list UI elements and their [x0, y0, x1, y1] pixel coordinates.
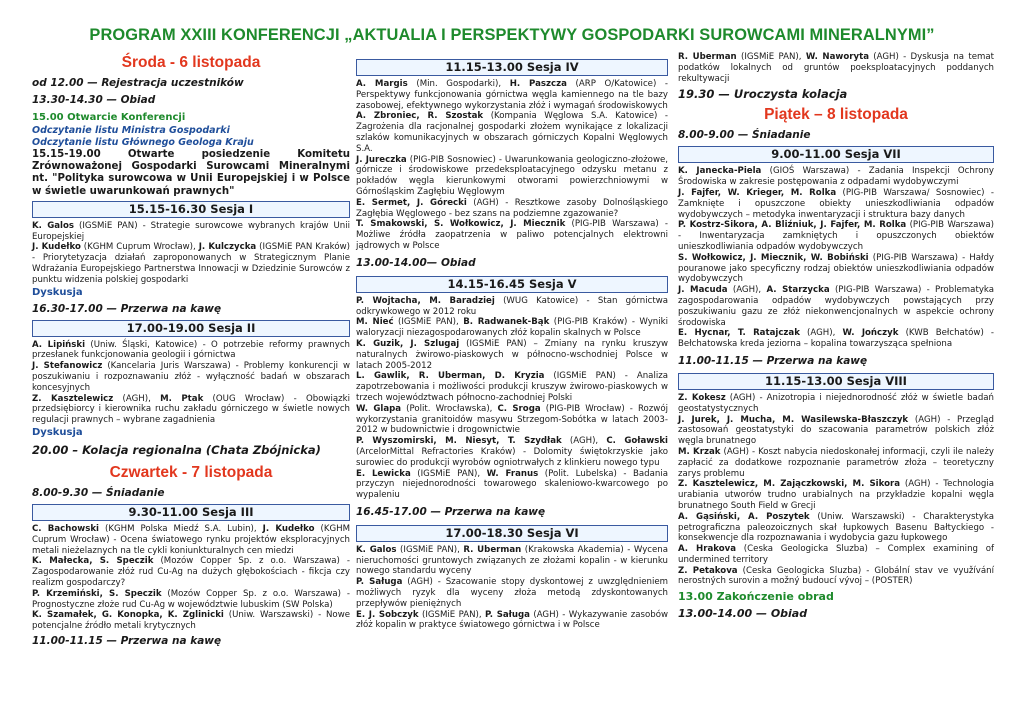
talk-authors: K. Szamałek, G. Konopka, K. Zglinicki	[32, 610, 224, 621]
session-6-talks	[356, 545, 668, 631]
session-3-talks	[32, 524, 350, 632]
schedule-opening: 15.00 Otwarcie Konferencji	[32, 112, 186, 123]
talk-title: (Polit. Wrocławska),	[401, 403, 498, 414]
talk-authors: J. Kulczycka	[198, 242, 257, 253]
talk-item	[356, 339, 668, 371]
talk-item	[32, 361, 350, 393]
day-heading-wednesday: Środa - 6 listopada	[121, 54, 261, 71]
column-thursday-sessions	[356, 56, 668, 631]
talk-authors: J. Jureczka	[356, 154, 407, 165]
session-heading-6: 17.00-18.30 Sesja VI	[356, 525, 668, 542]
talk-authors: R. Uberman	[463, 544, 522, 555]
talk-authors: E. J. Sobczyk	[356, 609, 419, 620]
day-heading-friday: Piątek – 8 listopada	[764, 106, 908, 124]
talk-authors: A. Gąsiński, A. Poszytek	[678, 511, 810, 522]
talk-item	[678, 447, 994, 479]
day-heading-thursday: Czwartek - 7 listopada	[109, 463, 273, 481]
talk-authors: M. Krzak	[678, 446, 721, 457]
talk-authors: J. Jurek, J. Mucha, M. Wasilewska-Błaszczyk	[678, 414, 909, 425]
session-5-talks	[356, 296, 668, 501]
talk-item	[678, 415, 994, 447]
committee-meeting: 15.15-19.00 Otwarte posiedzenie Komitetu Zrównoważonej Gospodarki Surowcami Mineralnymi nt. "Polityka surowcowa w Unii Europejskiej i w Polsce w świetle uwarunkowań prawnych"	[32, 149, 350, 197]
talk-authors: P. Wyszomirski, M. Niesyt, T. Szydłak	[356, 436, 562, 447]
talk-item	[678, 285, 994, 328]
talk-authors: A. Lipiński	[32, 339, 86, 350]
talk-title: (IGSMiE PAN),	[393, 317, 464, 328]
talk-item	[32, 242, 350, 285]
talk-title: (Uniw. Śląski, Katowice) - O potrzebie reformy prawnych przesłanek funkcjonowania geologii i górnictwa	[32, 339, 350, 361]
talk-authors: A. Starzycka	[766, 285, 830, 296]
talk-item	[356, 610, 668, 632]
talk-title: (AGH),	[727, 285, 767, 296]
talk-title: (AGH) - Resztkowe zasoby Dolnośląskiego Zagłębia Węglowego - bez szans na podziemne zgazowanie?	[356, 197, 669, 219]
talk-authors: P. Kostrz-Sikora, A. Bliźniuk, J. Fajfer, M. Rolka	[678, 220, 907, 231]
talk-title: (AGH) - Przegląd zastosowań geostatystyki do szacowania parametrów polskich złóż węgla brunatnego	[678, 414, 994, 447]
talk-authors: Z. Kasztelewicz, M. Zajączkowski, M. Sikora	[678, 479, 901, 490]
talk-title: (PIG-PIB Sosnowiec) - Uwarunkowania geologiczno-złożowe, górnicze i środowiskowe przedeksploatacyjnego odzysku metanu z pokładów węgla kierunkowymi otworami powierzchniowymi w Górnośląskim Zagłębiu Węglowym	[356, 154, 668, 197]
talk-authors: J. Fajfer, W. Krieger, M. Rolka	[678, 187, 837, 198]
talk-authors: P. Saługa	[485, 609, 530, 620]
discussion-2: Dyskusja	[32, 426, 83, 438]
session-heading-1: 15.15-16.30 Sesja I	[32, 201, 350, 218]
session-7-talks	[678, 166, 994, 350]
talk-item	[356, 577, 668, 609]
talk-item	[356, 219, 668, 251]
talk-item	[678, 52, 994, 84]
talk-authors: E. Hycnar, T. Ratajczak	[678, 328, 800, 339]
letter-geologist: Odczytanie listu Głównego Geologa Kraju	[32, 137, 254, 148]
column-wednesday-thursday	[32, 52, 350, 651]
talk-authors: J. Macuda	[678, 285, 728, 296]
discussion-1: Dyskusja	[32, 286, 83, 298]
talk-title: (OUG Wrocław) - Obowiązki przedsiębiorcy i kierownika ruchu zakładu górniczego w świetle nowych regulacji prawnych – wybrane zagadnienia	[32, 393, 351, 426]
talk-authors: P. Saługa	[356, 577, 403, 588]
talk-authors: W. Franus	[486, 468, 539, 479]
talk-authors: A. Margis	[356, 79, 408, 89]
talk-title: (Uniw. Warszawski) - Nowe potencjalne źródło metali krytycznych	[32, 610, 351, 632]
talk-title: (PIG-PIB Warszawa) - Hałdy pouranowe jako specyficzny rodzaj obiektów unieszkodliwiania odpadów wydobywczych	[678, 252, 994, 285]
talk-title: (PIG-PIB Warszawa) - Problematyka zagospodarowania odpadów wydobywczych powstających przy poszukiwaniu gazu ze złóż niekonwencjonalnych w aspekcie ochrony środowiska	[678, 285, 994, 328]
talk-authors: J. Stefanowicz	[32, 361, 103, 372]
talk-title: (IGSMiE PAN) – Zmiany na rynku kruszyw naturalnych żwirowo-piaskowych w północno-wschodniej Polsce w latach 2005-2012	[356, 338, 668, 371]
schedule-lunch: 13.30-14.30 — Obiad	[32, 94, 156, 106]
session-heading-2: 17.00-19.00 Sesja II	[32, 320, 350, 337]
session-heading-4: 11.15-13.00 Sesja IV	[356, 59, 668, 76]
talk-item	[678, 479, 994, 511]
talk-authors: K. Janecka-Piela	[678, 166, 762, 177]
talk-authors: E. Sermet, J. Górecki	[356, 197, 467, 208]
column-friday	[678, 52, 994, 623]
talk-item	[678, 393, 994, 415]
talk-authors: W. Naworyta	[805, 52, 870, 62]
session-4-talks	[356, 79, 668, 252]
schedule-coffee-break-1: 16.30-17.00 — Przerwa na kawę	[32, 302, 222, 315]
talk-item	[32, 610, 350, 632]
talk-authors: P. Krzemiński, S. Speczik	[32, 588, 162, 599]
talk-authors: J. Kudełko	[262, 523, 315, 534]
talk-title: (AGH) - Anizotropia i niejednorodność złóż w świetle badań geostatystycznych	[678, 392, 994, 414]
talk-authors: K. Galos	[32, 220, 75, 231]
session-heading-7: 9.00-11.00 Sesja VII	[678, 146, 994, 163]
schedule-coffee-break-2: 11.00-11.15 — Przerwa na kawę	[32, 634, 222, 647]
talk-item	[678, 566, 994, 588]
session-1-talks	[32, 221, 350, 286]
talk-title: (GIOŚ Warszawa) - Zadania Inspekcji Ochrony Środowiska w zakresie postępowania z odpadami wydobywczymi	[678, 166, 994, 188]
talk-authors: L. Gawlik, R. Uberman, D. Kryzia	[356, 371, 545, 382]
talk-authors: C. Sroga	[497, 403, 541, 414]
talk-authors: A. Hrakova	[678, 544, 737, 555]
talk-item	[32, 340, 350, 362]
schedule-coffee-break-4: 11.00-11.15 — Przerwa na kawę	[678, 354, 868, 367]
talk-authors: S. Wołkowicz, J. Miecznik, W. Bobiński	[678, 252, 869, 263]
page-title: PROGRAM XXIII KONFERENCJI „AKTUALIA I PERSPEKTYWY GOSPODARKI SUROWCAMI MINERALNYMI”	[89, 26, 935, 44]
talk-authors: P. Wojtacha, M. Baradziej	[356, 295, 495, 306]
talk-authors: E. Lewicka	[356, 468, 411, 479]
talk-title: (Kancelaria Juris Warszawa) - Problemy konkurencji w poszukiwaniu i rozpoznawaniu złóż - wyłączność badań w obszarach koncesyjnych	[32, 361, 350, 393]
talk-title: (AGH) - Technologia urabiania utworów trudno urabialnych na przykładzie kopalni węgla brunatnego South Field w Grecji	[678, 479, 994, 511]
talk-item	[356, 317, 668, 339]
talk-title: (Krakowska Akademia) - Wycena nieruchomości gruntowych związanych ze złożami kopalin - w kierunku nowego standardu wyceny	[356, 544, 669, 577]
talk-title: (AGH),	[113, 393, 161, 404]
talk-title: (PIG-PIB Warszawa/ Sosnowiec) - Zamknięte i opuszczone obiekty unieszkodliwiania odpadów wydobywczych – metodyka inwentaryzacji i struktura bazy danych	[678, 187, 994, 220]
talk-item	[678, 253, 994, 285]
talk-title: (PIG-PIB Wrocław) - Rozwój wykorzystania granitoidów masywu Strzegom-Sobótka w latach 2003-2012 w budownictwie i drogownictwie	[356, 403, 668, 436]
talk-title: (IGSMiE PAN) - Analiza zapotrzebowania i możliwości produkcji kruszyw żwirowo-piaskowych w trzech województwach północno-zachodniej Polski	[356, 371, 668, 403]
talk-item	[356, 111, 668, 154]
talk-authors: K. Galos	[356, 544, 397, 555]
session-heading-5: 14.15-16.45 Sesja V	[356, 276, 668, 293]
talk-item	[678, 188, 994, 220]
schedule-coffee-break-3: 16.45-17.00 — Przerwa na kawę	[356, 505, 546, 518]
talk-title: (IGSMiE PAN),	[410, 468, 487, 479]
talk-title: (PIG-PIB Kraków) - Wyniki waloryzacji niezagospodarowanych złóż kopalin skalnych w Polsce	[356, 317, 669, 339]
talk-title: (AGH) - Szacowanie stopy dyskontowej z uwzględnieniem możliwych ryzyk dla wyceny złoża metodą zdyskontowanych przepływów pieniężnych	[356, 577, 668, 609]
talk-authors: C. Bachowski	[32, 523, 99, 534]
schedule-lunch-friday: 13.00-14.00 — Obiad	[678, 607, 808, 621]
talk-title: (WUG Katowice) - Stan górnictwa odkrywkowego w 2012 roku	[356, 295, 668, 317]
schedule-closing: 13.00 Zakończenie obrad	[678, 590, 834, 604]
talk-item	[32, 524, 350, 556]
talk-authors: H. Paszcza	[509, 79, 567, 89]
talk-item	[356, 436, 668, 468]
session-heading-8: 11.15-13.00 Sesja VIII	[678, 373, 994, 390]
talk-title: (KWB Bełchatów) - Bełchatowska kreda jeziorna – kopalina towarzysząca spełniona	[678, 328, 994, 350]
talk-title: (Uniw. Warszawski) - Charakterystyka petrograficzna paleozoicznych skał łupkowych Basenu Bałtyckiego - konsekwencje dla rozpoznawania i wydobycia gazu łupkowego	[678, 511, 994, 544]
talk-title: (Kompania Węglowa S.A. Katowice) - Zagrożenia dla racjonalnej gospodarki złożem wynikające z lokalizacji szlaków komunikacyjnych w obszarach górniczych Kopalni Węglowych S.A.	[356, 111, 668, 154]
talk-title: (KGHM Polska Miedź S.A. Lubin),	[99, 523, 263, 534]
talk-title: (IGSMiE PAN) - Strategie surowcowe wybranych krajów Unii Europejskiej	[32, 220, 351, 242]
talk-title: (Polit. Lubelska) - Badania przyczyn niejednorodności towarowego skaleniowo-kwarcowego po wypaleniu	[356, 468, 668, 501]
talk-item	[32, 221, 350, 243]
talk-authors: T. Smakowski, S. Wołkowicz, J. Miecznik	[356, 219, 566, 230]
session-6-continued	[678, 52, 994, 84]
talk-title: (Mozów Copper Sp. z o.o. Warszawa) - Zagospodarowanie złóż rud Cu-Ag na dużych głębokościach - fikcja czy realizm gospodarczy?	[32, 556, 351, 588]
talk-title: (AGH) - Koszt nabycia niedoskonałej informacji, czyli ile należy zapłacić za dodatkowe rozpoznanie parametrów złoża – teoretyczny zarys problemu	[678, 446, 994, 479]
talk-title: (AGH),	[561, 436, 607, 447]
session-8-talks	[678, 393, 994, 587]
schedule-lunch-thursday: 13.00-14.00— Obiad	[356, 256, 476, 269]
schedule-regional-supper: 20.00 – Kolacja regionalna (Chata Zbójnicka)	[32, 442, 321, 457]
talk-title: (Min. Gospodarki),	[407, 79, 510, 89]
talk-title: (PIG-PIB Warszawa) - Inwentaryzacja zamkniętych i opuszczonych obiektów unieszkodliwiania odpadów wydobywczych	[678, 220, 994, 252]
talk-item	[32, 556, 350, 588]
talk-item	[356, 79, 668, 111]
talk-title: (IGSMiE PAN),	[736, 52, 806, 62]
talk-item	[32, 589, 350, 611]
talk-title: (ArcelorMittal Refractories Kraków) - Dolomity świętokrzyskie jako surowiec do produkcji wyrobów ogniotrwałych z klinkieru nowego typu	[356, 446, 668, 468]
talk-authors: Z. Kokesz	[678, 392, 726, 403]
talk-item	[678, 220, 994, 252]
talk-authors: W. Glapa	[356, 403, 402, 414]
talk-authors: K. Małecka, S. Speczik	[32, 556, 154, 567]
talk-authors: J. Kudełko	[32, 242, 81, 253]
talk-item	[356, 404, 668, 436]
talk-item	[678, 544, 994, 566]
talk-title: (AGH) - Dyskusja na temat podatków lokalnych od gruntów poeksploatacyjnych poddanych rekultywacji	[678, 52, 994, 84]
talk-item	[678, 166, 994, 188]
talk-title: (KGHM Cuprum Wrocław) - Ocena światowego rynku projektów eksploracyjnych metali nieżelaznych na tle cykli koniunkturalnych cen miedzi	[32, 523, 351, 556]
session-heading-3: 9.30-11.00 Sesja III	[32, 504, 350, 521]
talk-item	[678, 328, 994, 350]
letter-minister: Odczytanie listu Ministra Gospodarki	[32, 125, 230, 136]
talk-title: (Mozów Copper Sp. z o.o. Warszawa) - Prognostyczne złoże rud Cu-Ag w województwie lubuskim (SW Polska)	[32, 588, 350, 610]
schedule-registration: od 12.00 — Rejestracja uczestników	[32, 77, 244, 89]
talk-authors: C. Goławski	[606, 436, 668, 447]
talk-authors: A. Zbroniec, R. Szostak	[356, 111, 484, 122]
talk-item	[32, 394, 350, 426]
schedule-gala-dinner: 19.30 — Uroczysta kolacja	[678, 87, 848, 102]
talk-item	[356, 198, 668, 220]
talk-authors: M. Nieć	[356, 317, 394, 328]
talk-title: (AGH),	[799, 328, 843, 339]
schedule-breakfast-friday: 8.00-9.00 — Śniadanie	[678, 129, 811, 142]
talk-title: (IGSMiE PAN),	[396, 544, 464, 555]
talk-title: (KGHM Cuprum Wrocław),	[80, 242, 199, 253]
talk-item	[356, 155, 668, 198]
talk-item	[356, 469, 668, 501]
talk-authors: Z. Petakova	[678, 565, 738, 576]
talk-title: (PIG-PIB Warszawa) - Możliwe źródła zaopatrzenia w paliwo potencjalnych elektrowni jądrowych w Polsce	[356, 219, 668, 251]
talk-authors: K. Guzik, J. Szlugaj	[356, 338, 460, 349]
talk-title: (Ceska Geologicka Sluzba) - Globální stav ve využívání nerostných surovin a možný budoucí vývoj – (POSTER)	[678, 565, 994, 587]
talk-title: (Ceska Geologicka Sluzba) – Complex examining of undermined territory	[678, 544, 994, 565]
talk-item	[356, 371, 668, 403]
talk-title: (IGSMiE PAN Kraków) - Priorytetyzacja działań zaproponowanych w Strategicznym Planie Wdrażania Europejskiego Partnerstwa Innowacji w Dziedzinie Surowców z punktu widzenia polskiej gospodarki	[32, 242, 350, 285]
schedule-breakfast-thursday: 8.00-9.30 — Śniadanie	[32, 486, 165, 499]
talk-authors: W. Jończyk	[842, 328, 899, 339]
talk-title: (IGSMiE PAN),	[418, 609, 486, 620]
talk-title: (AGH) - Wykazywanie zasobów złóż kopalin w praktyce światowego górnictwa i w Polsce	[356, 609, 669, 631]
talk-item	[356, 545, 668, 577]
talk-authors: B. Radwanek-Bąk	[463, 317, 550, 328]
talk-authors: M. Ptak	[160, 393, 204, 404]
talk-title: (ARP O/Katowice) - Perspektywy funkcjonowania górnictwa węgla kamiennego na tle bazy zasobowej, efektywnego wykorzystania złóż i wymagań środowiskowych	[356, 79, 669, 111]
talk-authors: R. Uberman	[678, 52, 737, 62]
talk-item	[356, 296, 668, 318]
talk-item	[678, 512, 994, 544]
talk-authors: Z. Kasztelewicz	[32, 393, 114, 404]
session-2-talks	[32, 340, 350, 426]
